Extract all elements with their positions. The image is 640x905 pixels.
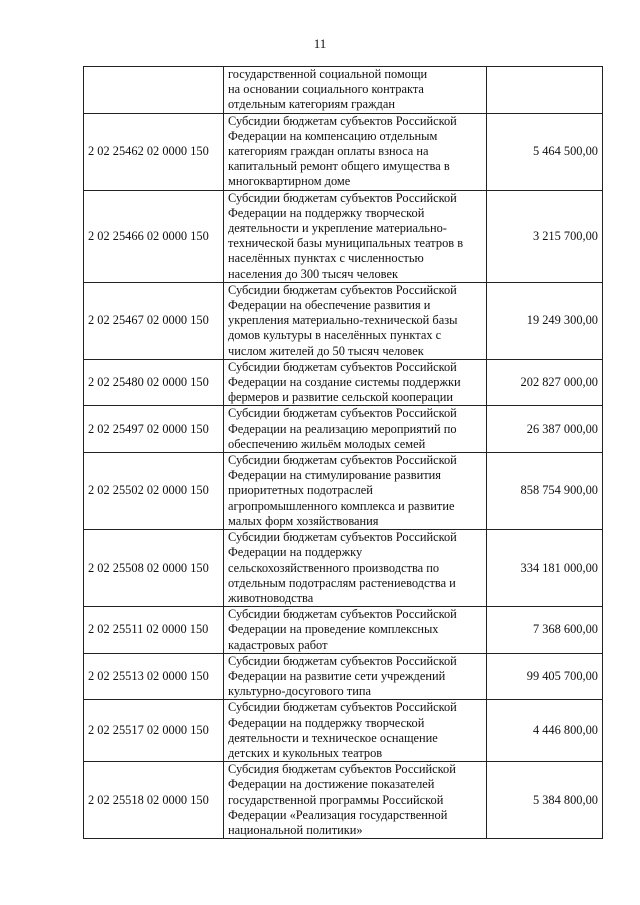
- description-line: деятельности и укрепление материально-: [228, 221, 447, 236]
- description-line: Субсидии бюджетам субъектов Российской: [228, 406, 457, 421]
- description-line: детских и кукольных театров: [228, 745, 383, 760]
- table-row: [84, 530, 603, 607]
- description-line: укрепления материально-технической базы: [228, 313, 458, 328]
- description-line: Федерации на создание системы поддержки: [228, 375, 461, 390]
- description-cell: [224, 762, 487, 839]
- description-line: Субсидии бюджетам субъектов Российской: [228, 530, 457, 545]
- description-line: культурно-досугового типа: [228, 684, 371, 699]
- amount-cell: 858 754 900,00: [487, 453, 603, 530]
- description-line: государственной программы Российской: [228, 792, 444, 807]
- description-line: категориям граждан оплаты взноса на: [228, 144, 429, 159]
- amount-cell: 26 387 000,00: [487, 406, 603, 453]
- description-line: сельскохозяйственного производства по: [228, 560, 440, 575]
- description-line: Федерации «Реализация государственной: [228, 807, 448, 822]
- description-cell: [224, 530, 487, 607]
- amount-cell: 334 181 000,00: [487, 530, 603, 607]
- table-row: [84, 406, 603, 453]
- description-line: Федерации на поддержку творческой: [228, 715, 425, 730]
- budget-code-cell: 2 02 25508 02 0000 150: [84, 530, 224, 607]
- table-body: [84, 67, 603, 839]
- description-cell: [224, 282, 487, 359]
- description-line: Субсидии бюджетам субъектов Российской: [228, 653, 457, 668]
- description-cell: [224, 653, 487, 700]
- budget-code-cell: 2 02 25513 02 0000 150: [84, 653, 224, 700]
- amount-cell: 202 827 000,00: [487, 359, 603, 406]
- description-line: отдельным подотраслям растениеводства и: [228, 575, 456, 590]
- description-line: домов культуры в населённых пунктах с: [228, 328, 442, 343]
- description-line: Федерации на достижение показателей: [228, 777, 435, 792]
- amount-cell: 4 446 800,00: [487, 700, 603, 762]
- description-line: на основании социального контракта: [228, 82, 424, 97]
- description-line: Федерации на поддержку: [228, 545, 363, 560]
- description-line: агропромышленного комплекса и развитие: [228, 498, 455, 513]
- description-line: числом жителей до 50 тысяч человек: [228, 343, 424, 358]
- budget-code-cell: 2 02 25502 02 0000 150: [84, 453, 224, 530]
- amount-cell: 5 384 800,00: [487, 762, 603, 839]
- description-line: Субсидии бюджетам субъектов Российской: [228, 282, 457, 297]
- table-row: [84, 700, 603, 762]
- description-line: Федерации на стимулирование развития: [228, 468, 441, 483]
- description-cell: [224, 406, 487, 453]
- description-line: Федерации на обеспечение развития и: [228, 298, 431, 313]
- description-line: Субсидии бюджетам субъектов Российской: [228, 190, 457, 205]
- description-cell: [224, 359, 487, 406]
- budget-revenue-table: [83, 66, 603, 839]
- description-cell: [224, 113, 487, 190]
- description-line: населения до 300 тысяч человек: [228, 266, 398, 281]
- description-line: Субсидии бюджетам субъектов Российской: [228, 700, 457, 715]
- description-line: государственной социальной помощи: [228, 67, 428, 81]
- description-line: Федерации на реализацию мероприятий по: [228, 421, 457, 436]
- amount-cell: 3 215 700,00: [487, 190, 603, 282]
- description-line: капитальный ремонт общего имущества в: [228, 159, 450, 174]
- amount-cell: 7 368 600,00: [487, 607, 603, 654]
- table-row: [84, 607, 603, 654]
- description-line: населённых пунктах с численностью: [228, 251, 424, 266]
- description-line: Федерации на проведение комплексных: [228, 622, 439, 637]
- table-row: [84, 190, 603, 282]
- description-line: Субсидия бюджетам субъектов Российской: [228, 762, 456, 777]
- description-line: Субсидии бюджетам субъектов Российской: [228, 113, 457, 128]
- table-row: [84, 762, 603, 839]
- description-line: Субсидии бюджетам субъектов Российской: [228, 607, 457, 622]
- amount-cell: 19 249 300,00: [487, 282, 603, 359]
- description-cell: [224, 453, 487, 530]
- description-line: обеспечению жильём молодых семей: [228, 436, 426, 451]
- description-line: приоритетных подотраслей: [228, 483, 373, 498]
- description-line: кадастровых работ: [228, 637, 328, 652]
- description-cell: [224, 190, 487, 282]
- budget-code-cell: [84, 67, 224, 114]
- description-line: деятельности и техническое оснащение: [228, 730, 438, 745]
- description-cell: [224, 67, 487, 114]
- budget-code-cell: 2 02 25511 02 0000 150: [84, 607, 224, 654]
- page-number: 11: [313, 36, 327, 51]
- budget-code-cell: 2 02 25518 02 0000 150: [84, 762, 224, 839]
- budget-code-cell: 2 02 25466 02 0000 150: [84, 190, 224, 282]
- table-row: [84, 113, 603, 190]
- budget-code-cell: 2 02 25462 02 0000 150: [84, 113, 224, 190]
- description-line: многоквартирном доме: [228, 174, 351, 189]
- table-row: [84, 282, 603, 359]
- description-line: отдельным категориям граждан: [228, 97, 395, 112]
- description-line: Субсидии бюджетам субъектов Российской: [228, 359, 457, 374]
- table-row: [84, 453, 603, 530]
- description-line: животноводства: [228, 590, 314, 605]
- description-line: малых форм хозяйствования: [228, 513, 379, 528]
- description-line: Федерации на поддержку творческой: [228, 205, 425, 220]
- amount-cell: 5 464 500,00: [487, 113, 603, 190]
- budget-code-cell: 2 02 25480 02 0000 150: [84, 359, 224, 406]
- budget-code-cell: 2 02 25467 02 0000 150: [84, 282, 224, 359]
- description-line: Субсидии бюджетам субъектов Российской: [228, 453, 457, 468]
- description-cell: [224, 700, 487, 762]
- amount-cell: 99 405 700,00: [487, 653, 603, 700]
- table-row: [84, 653, 603, 700]
- amount-cell: [487, 67, 603, 114]
- table-row: [84, 67, 603, 114]
- description-cell: [224, 607, 487, 654]
- budget-code-cell: 2 02 25497 02 0000 150: [84, 406, 224, 453]
- description-line: национальной политики»: [228, 822, 363, 837]
- description-line: Федерации на развитие сети учреждений: [228, 668, 446, 683]
- description-line: технической базы муниципальных театров в: [228, 236, 464, 251]
- budget-code-cell: 2 02 25517 02 0000 150: [84, 700, 224, 762]
- table-row: [84, 359, 603, 406]
- description-line: фермеров и развитие сельской кооперации: [228, 390, 453, 405]
- description-line: Федерации на компенсацию отдельным: [228, 128, 438, 143]
